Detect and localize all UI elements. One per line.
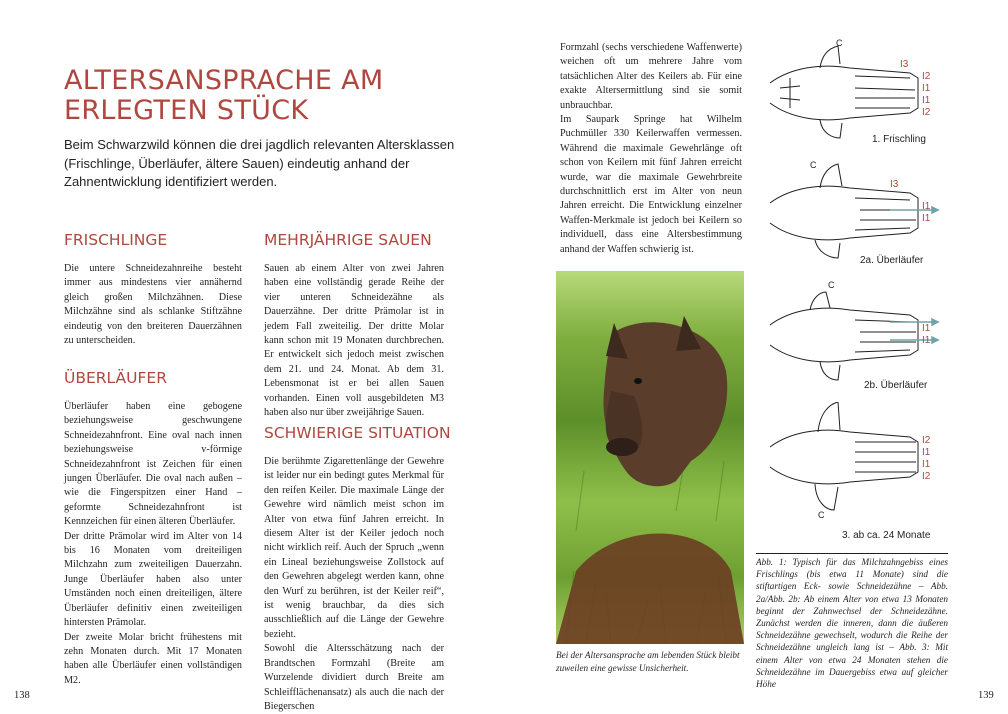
figure-caption: Abb. 1: Typisch für das Milchzahngebiss eines Frischlings (bis etwa 11 Monate) sind die stiftartigen Eck- sowie Schneidezähne – Abb. 2a/Abb. 2b: Ab einem Alter von etwa 13 Monaten beginnt der Zahnwechsel der Schneidezähne. Zunächst werden die inneren, dann die äußeren Schneidezähne gewechselt, wodurch die Reihe der Schneidezähne ungleich lang ist – Abb. 3: Mit einem Alter von etwa 24 Monaten stehen die Schneidezähne im Dauergebiss etwa auf gleicher Höhe xyxy=(756,553,948,690)
page-number-left: 138 xyxy=(14,690,30,701)
tooth-label: I3 xyxy=(890,179,899,190)
tooth-label: I1 xyxy=(922,201,931,212)
paragraph: Im Saupark Springe hat Wilhelm Puchmüller 330 Keilerwaffen vermessen. Während die maximale Gewehrlänge oft schon von Keilern mit fünf Jahren erreicht wurde, war die maximale Gewehrbreite durchschnittlich erst im Alter von neun Jahren erreicht. Die Entwicklung einzelner Waffen-Merkmale ist jedoch bei Keilern so individuell, dass eine Altersbestimmung anhand der Waffen schwierig ist. xyxy=(560,114,742,255)
figure-label: 2b. Überläufer xyxy=(864,380,928,391)
figure-label: 3. ab ca. 24 Monate xyxy=(842,530,931,541)
tooth-label: I2 xyxy=(922,107,931,118)
canine-label: C xyxy=(810,160,817,170)
photo-caption: Bei der Altersansprache am lebenden Stück bleibt zuweilen eine gewisse Unsicherheit. xyxy=(556,650,740,673)
figure-ueberlaeufer-2a xyxy=(760,158,960,273)
heading-mehrjaehrige-sauen: MEHRJÄHRIGE SAUEN xyxy=(264,231,432,249)
figure-frischling xyxy=(760,38,960,153)
tooth-label: I1 xyxy=(922,459,931,470)
canine-label: C xyxy=(836,38,843,48)
tooth-label: I1 xyxy=(922,95,931,106)
heading-frischlinge: FRISCHLINGE xyxy=(64,231,168,249)
tooth-label: I1 xyxy=(922,213,931,224)
paragraph: Formzahl (sechs verschiedene Waffenwerte) weichen oft um mehrere Jahre vom tatsächlichen Alter des Keilers ab. Für eine exakte Altersermittlung sind sie somit unbrauchbar. xyxy=(560,42,742,111)
left-page xyxy=(0,0,504,713)
figure-label: 2a. Überläufer xyxy=(860,255,924,266)
right-top-text xyxy=(560,41,742,257)
figure-ab-24-monate xyxy=(760,402,960,541)
tooth-label: I3 xyxy=(900,59,909,70)
wild-boar-illustration xyxy=(556,271,744,644)
paragraph: Sowohl die Altersschätzung nach der Brandtschen Formzahl (Breite am Wurzelende dividiert durch Breite am Schleifflächenansatz) als auch die nach der Biegerschen xyxy=(264,643,444,712)
tooth-label: I2 xyxy=(922,471,931,482)
tooth-label: I1 xyxy=(922,323,931,334)
paragraph: Die untere Schneidezahnreihe besteht immer aus mindestens vier annähernd gleich großen Milchzähnen. Diese Milchzähne sind als schlanke Stiftzähne eindeutig von den breiteren Dauerzähnen zu unterscheiden. xyxy=(64,263,242,347)
tooth-label: I2 xyxy=(922,71,931,82)
tooth-label: I1 xyxy=(922,335,931,346)
mehrjaehrige-text xyxy=(264,262,444,420)
frischlinge-text xyxy=(64,262,242,348)
figure-ueberlaeufer-2b xyxy=(760,280,960,395)
canine-label: C xyxy=(828,280,835,290)
figure-label: 1. Frischling xyxy=(872,134,926,145)
intro-text: Beim Schwarzwild können die drei jagdlich relevanten Altersklassen (Frischlinge, Überläufer, ältere Sauen) eindeutig anhand der Zahnentwicklung identifiziert werden. xyxy=(64,137,455,189)
page-title: ALTERSANSPRACHE AM ERLEGTEN STÜCK xyxy=(64,65,384,126)
ueberlaeufer-text xyxy=(64,400,242,688)
tooth-label: I1 xyxy=(922,83,931,94)
paragraph: Der dritte Prämolar wird im Alter von 14 bis 16 Monaten vom dreiteiligen Milchzahn zum zweiteiligen Dauerzahn. Junge Überläufer haben also unter Umständen noch einen dreiteiligen, ältere Überläufer definitiv einen zweiteiligen hintersten Prämolar. xyxy=(64,530,242,629)
paragraph: Die berühmte Zigarettenlänge der Gewehre ist leider nur ein bedingt gutes Merkmal für den reifen Keiler. Die maximale Länge der Gewehre wird nämlich meist schon im Alter von etwa fünf Jahren erreicht. In diesem Alter ist der Keiler jedoch noch nicht wirklich reif. Auch der Spruch „wenn ein Lineal beziehungsweise Zollstock auf den Gewehren abgelegt werden kann, ohne den Wurf zu berühren, ist der Keiler reif“, ist wenig brauchbar, da dies sich ausschließlich auf die Länge der Gewehre bezieht. xyxy=(264,456,444,640)
paragraph: Überläufer haben eine gebogene beziehungsweise geschwungene Schneidezahnfront. Eine oval nach innen beziehungsweise v-förmige Schneidezahnfront ist Zeichen für einen jungen Überläufer. Die oval nach außen – wie die Fingerspitzen einer Hand – geformte Schneidezahnfront ist Kennzeichen für einen älteren Überläufer. xyxy=(64,401,242,528)
paragraph: Der zweite Molar bricht frühestens mit zehn Monaten durch. Mit 17 Monaten haben alle Überläufer einen vollständigen M2. xyxy=(64,631,242,686)
wild-boar-photo xyxy=(556,271,744,644)
heading-ueberlaeufer: ÜBERLÄUFER xyxy=(64,369,167,387)
canine-label: C xyxy=(818,510,825,520)
tooth-label: I1 xyxy=(922,447,931,458)
schwierige-text xyxy=(264,455,444,714)
page-number-right: 139 xyxy=(978,690,994,701)
heading-schwierige-situation: SCHWIERIGE SITUATION xyxy=(264,424,451,442)
paragraph: Sauen ab einem Alter von zwei Jahren haben eine vollständig gerade Reihe der vier unteren Schneidezähne als Dauerzähne. Der dritte Prämolar ist in jedem Fall zweiteilig. Der dritte Molar kann schon mit 19 Monaten durchbrechen. Er entwickelt sich jedoch meist zwischen dem 21. und 24. Monat. Ab dem 31. Lebensmonat ist er bei allen Sauen vorhanden. Einen voll ausgebildeten M3 haben also nur über zweijährige Sauen. xyxy=(264,263,444,419)
tooth-label: I2 xyxy=(922,435,931,446)
